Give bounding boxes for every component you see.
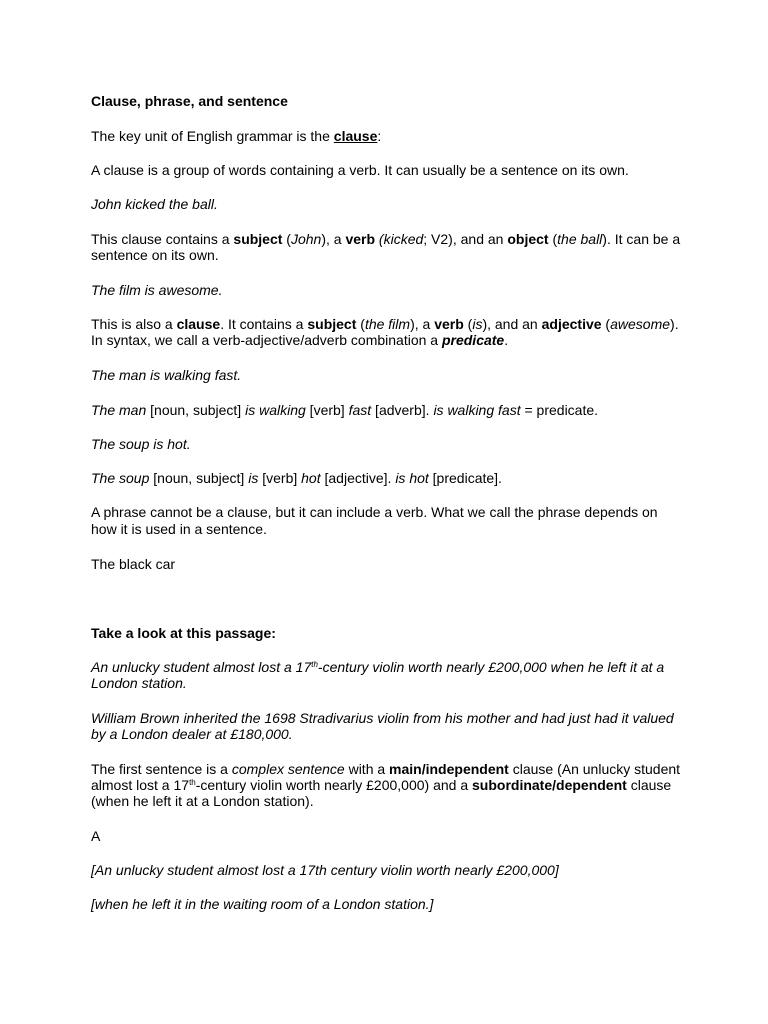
paragraph-complex-sentence-end: (when he left it at a London station). <box>91 793 314 809</box>
analysis-line: The man [noun, subject] is walking [verb] fast [adverb]. is walking fast = predicate. <box>91 402 599 418</box>
paragraph-clause-definition: A clause is a group of words containing a verb. It can usually be a sentence on its own. <box>91 162 629 178</box>
section-heading: Take a look at this passage: <box>91 625 276 641</box>
paragraph-predicate-cont: In syntax, we call a verb-adjective/adverb combination a predicate. <box>91 332 509 348</box>
paragraph-phrase: A phrase cannot be a clause, but it can include a verb. What we call the phrase depends on <box>91 504 658 520</box>
bracketed-main-clause: [An unlucky student almost lost a 17th century violin worth nearly £200,000] <box>91 862 559 878</box>
example-sentence: The man is walking fast. <box>91 367 242 383</box>
paragraph-letter: A <box>91 828 101 844</box>
page-title: Clause, phrase, and sentence <box>91 93 288 109</box>
example-sentence: The film is awesome. <box>91 282 223 298</box>
passage-sentence-1-cont: London station. <box>91 675 187 691</box>
term-clause: clause <box>333 128 378 144</box>
paragraph-clause-parts-cont: sentence on its own. <box>91 247 219 263</box>
paragraph-predicate: This is also a clause. It contains a subject (the film), a verb (is), and an adjective (awesome). <box>91 316 679 332</box>
paragraph-key-unit: The key unit of English grammar is the clause: <box>91 128 382 144</box>
paragraph-complex-sentence: The first sentence is a complex sentence with a main/independent clause (An unlucky student <box>91 761 681 777</box>
passage-sentence-2: William Brown inherited the 1698 Stradivarius violin from his mother and had just had it valued <box>91 710 674 726</box>
passage-sentence-1: An unlucky student almost lost a 17th-century violin worth nearly £200,000 when he left it at a <box>91 659 665 675</box>
paragraph-complex-sentence-cont: almost lost a 17th-century violin worth nearly £200,000) and a subordinate/dependent clause <box>91 777 672 793</box>
paragraph-clause-parts: This clause contains a subject (John), a verb (kicked; V2), and an object (the ball). It can be a <box>91 231 681 247</box>
example-sentence: The soup is hot. <box>91 436 191 452</box>
bracketed-subordinate-clause: [when he left it in the waiting room of a London station.] <box>91 896 434 912</box>
example-sentence: John kicked the ball. <box>91 196 218 212</box>
paragraph-phrase-cont: how it is used in a sentence. <box>91 521 267 537</box>
analysis-line: The soup [noun, subject] is [verb] hot [adjective]. is hot [predicate]. <box>91 470 502 486</box>
example-phrase: The black car <box>91 556 176 572</box>
passage-sentence-2-cont: by a London dealer at £180,000. <box>91 726 293 742</box>
